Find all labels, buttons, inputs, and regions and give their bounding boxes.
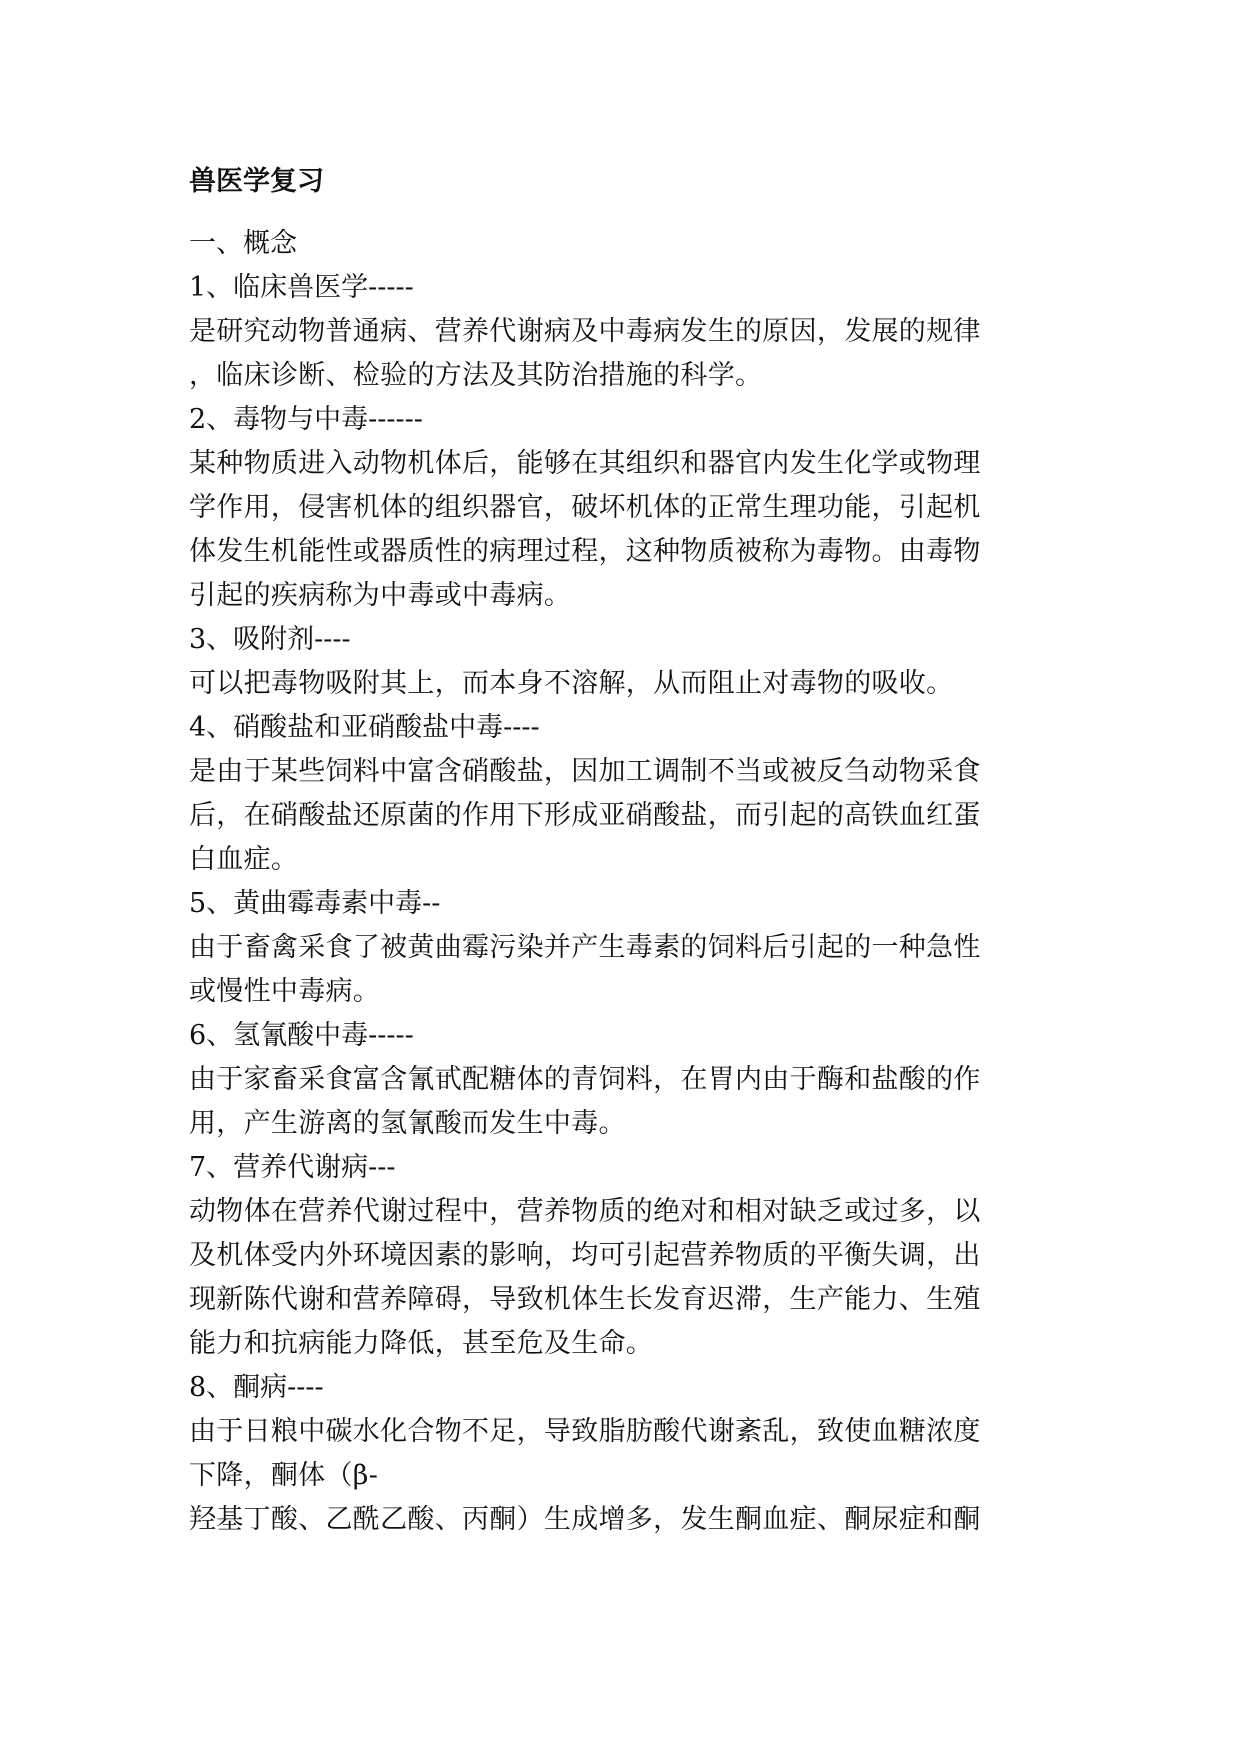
definition-line: 引起的疾病称为中毒或中毒病。 — [189, 580, 572, 611]
concept-entry — [189, 882, 1069, 1014]
concept-term: 6、氢氰酸中毒----- — [189, 1020, 414, 1051]
concept-term: 2、毒物与中毒------ — [189, 404, 423, 435]
concept-term: 3、吸附剂---- — [189, 624, 351, 655]
definition-line: ，临床诊断、检验的方法及其防治措施的科学。 — [189, 360, 763, 391]
definition-line: 动物体在营养代谢过程中，营养物质的绝对和相对缺乏或过多，以 — [189, 1196, 981, 1227]
definition-line: 后，在硝酸盐还原菌的作用下形成亚硝酸盐，而引起的高铁血红蛋 — [189, 800, 981, 831]
concept-term: 4、硝酸盐和亚硝酸盐中毒---- — [189, 712, 540, 743]
concept-term: 5、黄曲霉毒素中毒-- — [189, 888, 441, 919]
concept-term: 1、临床兽医学----- — [189, 272, 414, 303]
document-body — [189, 160, 1069, 1542]
concept-entry — [189, 398, 1069, 618]
concept-term: 8、酮病---- — [189, 1372, 324, 1403]
definition-line: 羟基丁酸、乙酰乙酸、丙酮）生成增多，发生酮血症、酮尿症和酮 — [189, 1504, 981, 1535]
definition-line: 是由于某些饲料中富含硝酸盐，因加工调制不当或被反刍动物采食 — [189, 756, 981, 787]
definition-line: 由于畜禽采食了被黄曲霉污染并产生毒素的饲料后引起的一种急性 — [189, 932, 981, 963]
definition-line: 某种物质进入动物机体后，能够在其组织和器官内发生化学或物理 — [189, 448, 981, 479]
concept-list — [189, 266, 1069, 1542]
concept-entry — [189, 618, 1069, 706]
definition-line: 学作用，侵害机体的组织器官，破坏机体的正常生理功能，引起机 — [189, 492, 981, 523]
document-title: 兽医学复习 — [189, 166, 324, 197]
concept-entry — [189, 266, 1069, 398]
definition-line: 能力和抗病能力降低，甚至危及生命。 — [189, 1328, 654, 1359]
concept-term: 7、营养代谢病--- — [189, 1152, 396, 1183]
section-heading: 一、概念 — [189, 228, 297, 259]
concept-entry — [189, 706, 1069, 882]
concept-entry — [189, 1014, 1069, 1146]
definition-line: 及机体受内外环境因素的影响，均可引起营养物质的平衡失调，出 — [189, 1240, 981, 1271]
concept-entry — [189, 1366, 1069, 1542]
definition-line: 由于家畜采食富含氰甙配糖体的青饲料，在胃内由于酶和盐酸的作 — [189, 1064, 981, 1095]
concept-entry — [189, 1146, 1069, 1366]
definition-line: 或慢性中毒病。 — [189, 976, 381, 1007]
definition-line: 由于日粮中碳水化合物不足，导致脂肪酸代谢紊乱，致使血糖浓度 — [189, 1416, 981, 1447]
definition-line: 是研究动物普通病、营养代谢病及中毒病发生的原因，发展的规律 — [189, 316, 981, 347]
definition-line: 体发生机能性或器质性的病理过程，这种物质被称为毒物。由毒物 — [189, 536, 981, 567]
definition-line: 白血症。 — [189, 844, 299, 875]
definition-line: 下降，酮体（β- — [189, 1460, 379, 1491]
definition-line: 可以把毒物吸附其上，而本身不溶解，从而阻止对毒物的吸收。 — [189, 668, 954, 699]
definition-line: 现新陈代谢和营养障碍，导致机体生长发育迟滞，生产能力、生殖 — [189, 1284, 981, 1315]
definition-line: 用，产生游离的氢氰酸而发生中毒。 — [189, 1108, 626, 1139]
